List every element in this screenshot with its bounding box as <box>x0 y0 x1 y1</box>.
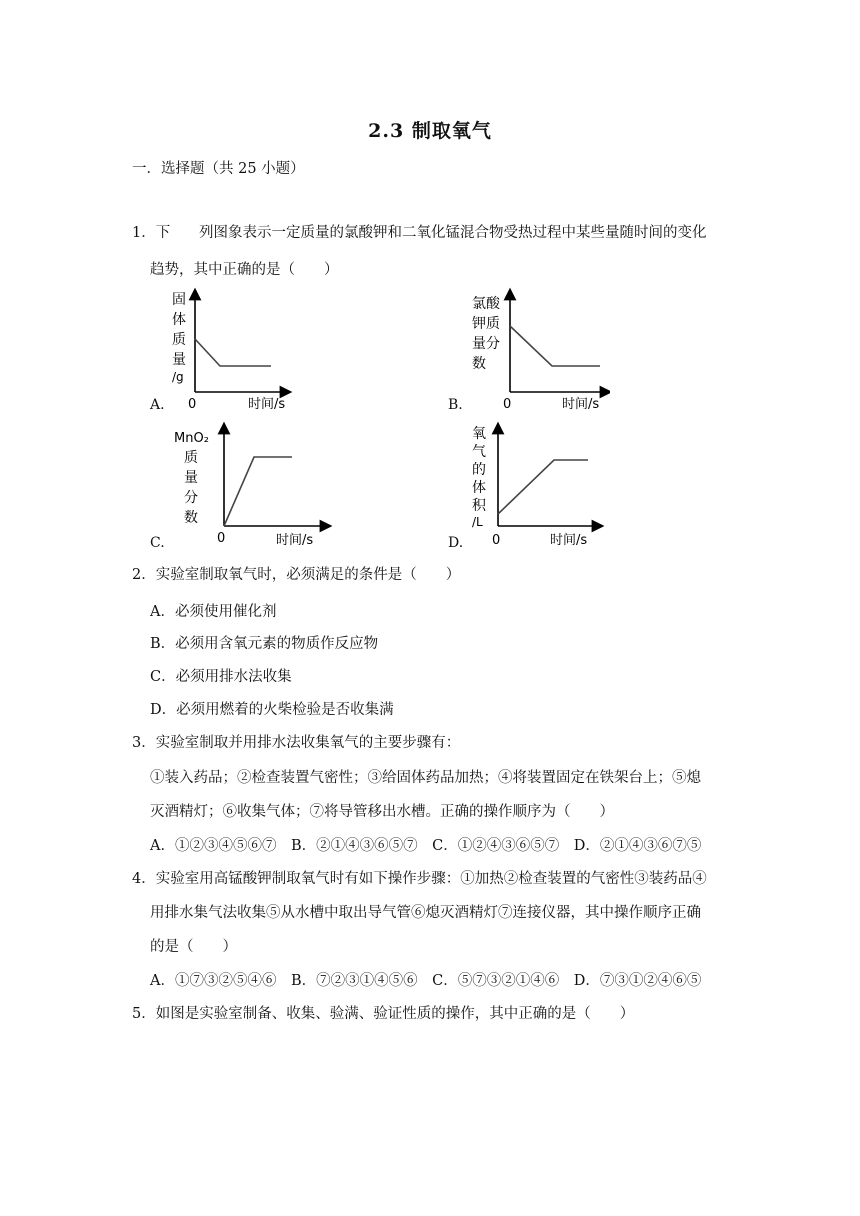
graph-c-curve <box>224 457 292 526</box>
graph-b <box>470 284 610 414</box>
q2-option-c: C．必须用排水法收集 <box>150 669 292 685</box>
graph-b-xlabel: 时间/s <box>562 397 600 412</box>
graph-c-xlabel: 时间/s <box>276 533 314 548</box>
graph-b-option-label: B. <box>448 397 463 413</box>
q4-stem-line1: 4．实验室用高锰酸钾制取氧气时有如下操作步骤：①加热②检查装置的气密性③装药品④ <box>132 871 707 887</box>
q4-stem-line2: 用排水集气法收集⑤从水槽中取出导气管⑥熄灭酒精灯⑦连接仪器，其中操作顺序正确 <box>150 905 701 921</box>
graph-c-origin: 0 <box>217 531 226 546</box>
graph-a-ylabel-3: 质 <box>172 332 186 348</box>
graph-d-ylabel-4: 体 <box>472 480 486 496</box>
graph-d-ylabel-3: 的 <box>472 462 486 478</box>
graph-a-ylabel-4: 量 <box>172 352 186 368</box>
q3-options: A．①②③④⑤⑥⑦ B．②①④③⑥⑤⑦ C．①②④③⑥⑤⑦ D．②①④③⑥⑦⑤ <box>150 838 702 854</box>
graph-d-ylabel-5: 积 <box>472 498 486 514</box>
graph-c-option-label: C. <box>150 535 165 551</box>
graph-a-ylabel-5: /g <box>172 370 184 384</box>
graph-a-origin: 0 <box>188 397 197 412</box>
q4-options: A．①⑦③②⑤④⑥ B．⑦②③①④⑤⑥ C．⑤⑦③②①④⑥ D．⑦③①②④⑥⑤ <box>150 973 702 989</box>
q4-stem-line3: 的是（ ） <box>150 939 237 955</box>
q1-stem-line2: 趋势，其中正确的是（ ） <box>150 262 339 278</box>
graph-b-ylabel-1: 氯酸 <box>472 296 500 312</box>
graph-d-xlabel: 时间/s <box>550 533 588 548</box>
graph-d-ylabel-2: 气 <box>472 444 486 460</box>
graph-c-ylabel-5: 数 <box>184 510 198 526</box>
q3-stem: 3．实验室制取并用排水法收集氧气的主要步骤有： <box>132 735 461 751</box>
graph-a-option-label: A. <box>150 397 165 413</box>
graph-c-ylabel-2: 质 <box>184 450 198 466</box>
q2-stem: 2．实验室制取氧气时，必须满足的条件是（ ） <box>132 567 461 583</box>
graph-c-ylabel-1: MnO₂ <box>174 431 209 446</box>
q2-option-b: B．必须用含氧元素的物质作反应物 <box>150 636 379 652</box>
graph-d-origin: 0 <box>492 533 501 548</box>
graph-c-ylabel-4: 分 <box>184 490 198 506</box>
graph-d-curve <box>498 460 588 514</box>
graph-b-ylabel-2: 钾质 <box>472 316 500 332</box>
graph-b-curve <box>510 326 600 366</box>
graph-a-ylabel-2: 体 <box>172 312 186 328</box>
graph-d-ylabel-1: 氧 <box>472 426 486 442</box>
q2-option-d: D．必须用燃着的火柴检验是否收集满 <box>150 702 394 718</box>
graph-b-ylabel-3: 量分 <box>472 336 500 352</box>
graph-a-ylabel-1: 固 <box>172 292 186 308</box>
graph-a-curve <box>195 339 271 366</box>
q3-steps-line2: 灭酒精灯；⑥收集气体；⑦将导管移出水槽。正确的操作顺序为（ ） <box>150 804 614 820</box>
q1-number: 1．下 <box>132 225 171 241</box>
graph-c-ylabel-3: 量 <box>184 470 198 486</box>
graph-d-ylabel-6: /L <box>472 515 483 529</box>
graph-c <box>172 420 332 552</box>
graph-d-option-label: D. <box>448 535 464 551</box>
graph-b-origin: 0 <box>503 397 512 412</box>
q2-option-a: A．必须使用催化剂 <box>150 604 277 620</box>
graph-d <box>468 420 604 552</box>
section-heading: 一．选择题（共 25 小题） <box>132 161 305 177</box>
q5-stem: 5．如图是实验室制备、收集、验满、验证性质的操作，其中正确的是（ ） <box>132 1006 635 1022</box>
graph-a-xlabel: 时间/s <box>248 397 286 412</box>
page-title: 2.3 制取氧气 <box>368 120 492 142</box>
q1-stem-line1: 列图象表示一定质量的氯酸钾和二氧化锰混合物受热过程中某些量随时间的变化 <box>199 225 707 241</box>
graph-a <box>168 284 298 414</box>
graph-b-ylabel-4: 数 <box>472 356 486 372</box>
q3-steps-line1: ①装入药品；②检查装置气密性；③给固体药品加热；④将装置固定在铁架台上；⑤熄 <box>150 770 701 786</box>
